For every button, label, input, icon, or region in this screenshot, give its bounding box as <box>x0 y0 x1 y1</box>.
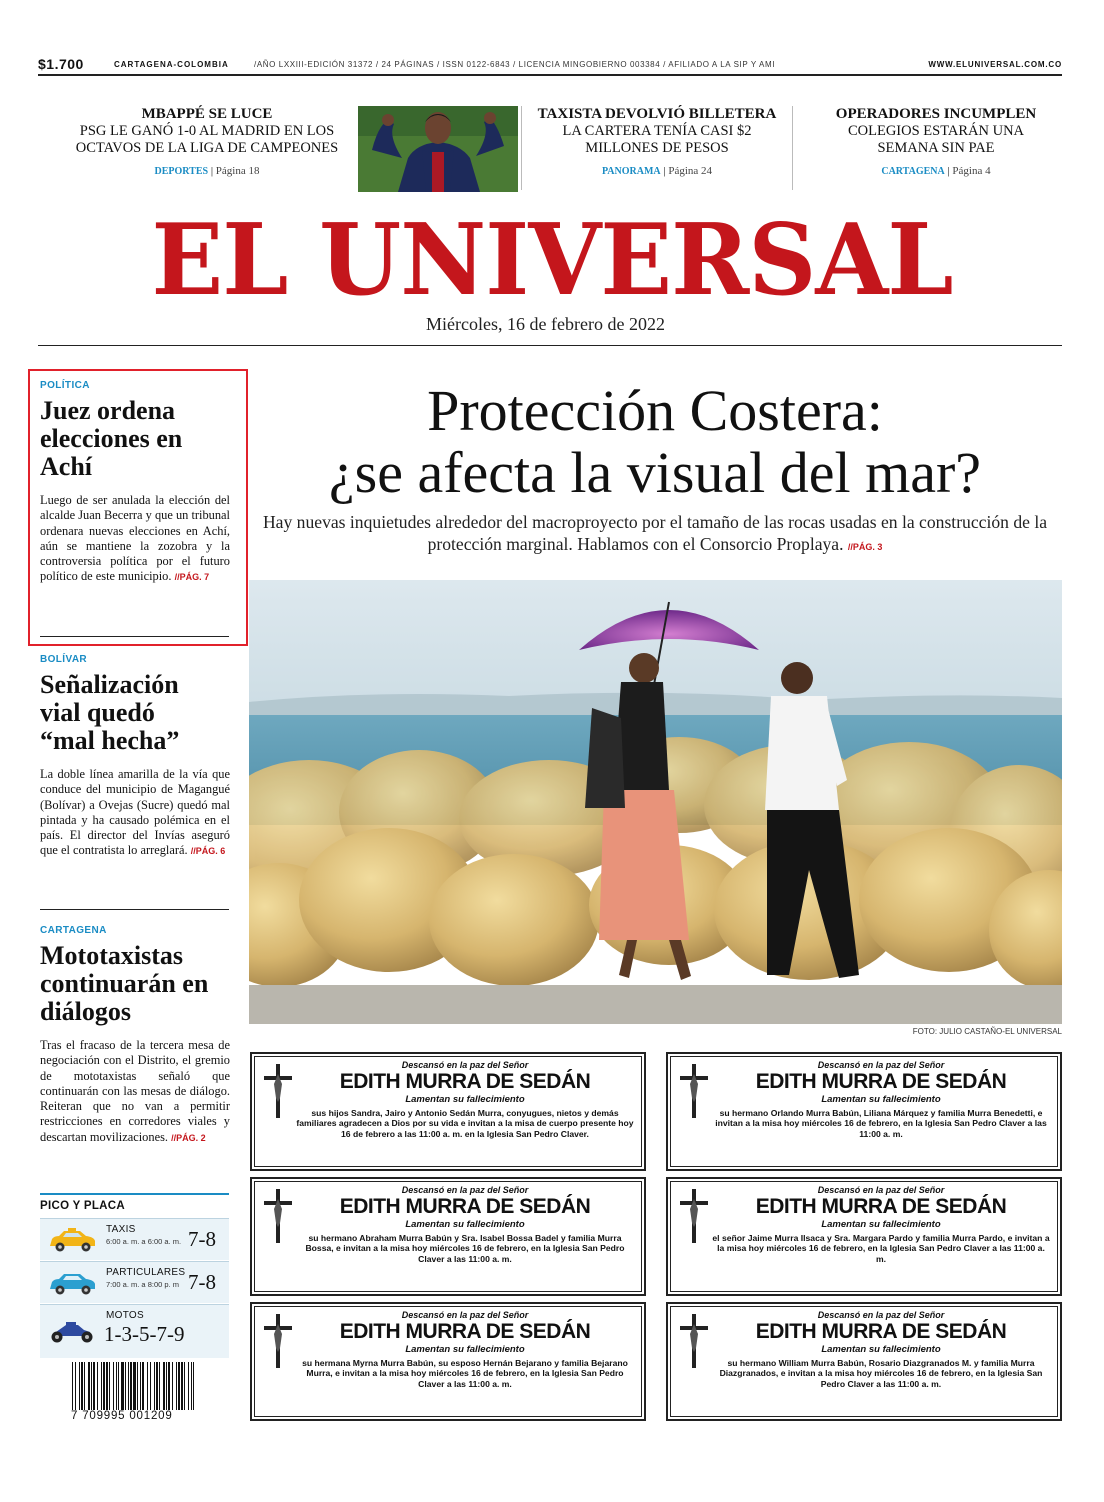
obituary-name: EDITH MURRA DE SEDÁN <box>755 1195 1007 1218</box>
website-link[interactable]: WWW.ELUNIVERSAL.COM.CO <box>928 60 1062 69</box>
barcode-bar <box>142 1362 144 1412</box>
restriction-hours: 7:00 a. m. a 8:00 p. m <box>106 1280 179 1289</box>
crucifix-icon <box>260 1062 296 1120</box>
barcode-bar <box>133 1362 136 1412</box>
barcode-bar <box>97 1362 98 1412</box>
obituary-preface: Descansó en la paz del Señor <box>817 1310 945 1320</box>
teaser-subtitle: MILLONES DE PESOS <box>585 140 729 156</box>
teaser-section: DEPORTES <box>154 166 209 177</box>
barcode-bar <box>166 1362 167 1412</box>
photo-credit: FOTO: JULIO CASTAÑO-EL UNIVERSAL <box>912 1027 1062 1036</box>
barcode-bar <box>121 1362 124 1412</box>
barcode-bar <box>101 1362 102 1412</box>
column-divider <box>792 106 793 190</box>
newspaper-masthead: EL UNIVERSAL <box>151 203 953 318</box>
page-ref[interactable]: //PÁG. 6 <box>190 846 226 857</box>
barcode-bar <box>91 1362 92 1412</box>
teaser-subtitle: SEMANA SIN PAE <box>877 140 995 156</box>
barcode-bar <box>178 1362 180 1412</box>
story-body <box>40 493 230 586</box>
obituary-message: sus hijos Sandra, Jairo y Antonio Sedán Murra, conyugues, nietos y demás familiares agradecen a Dios por su vida e invitan a la misa de cuerpo presente hoy 16 de febrero a las 11:00 a. m. en la Iglesia San Pedro Claver. <box>296 1108 634 1139</box>
vehicle-type: TAXIS <box>106 1224 136 1235</box>
story-text: Luego de ser anulada la elección del alcalde Juan Becerra y que un tribunal ordenara nuevas elecciones en Achí, aún se mantiene la zozobra y la controversia política por el futuro político de este municipio. <box>40 493 230 584</box>
barcode-bar <box>88 1362 90 1412</box>
page-ref[interactable]: //PÁG. 2 <box>171 1132 206 1143</box>
story-text: La doble línea amarilla de la vía que conduce del municipio de Magangué (Bolívar) a Ovejas (Sucre) quedó mal pintada y ha causado polémica en el país. El director del Invías aseguró que el contratista lo arreglará. <box>40 767 230 858</box>
barcode-bar <box>125 1362 126 1412</box>
story-divider <box>40 636 229 637</box>
publication-date: Miércoles, 16 de febrero de 2022 <box>426 314 665 334</box>
story-headline: Señalización vial quedó “mal hecha” <box>40 670 180 755</box>
teaser-subtitle: COLEGIOS ESTARÁN UNA <box>847 123 1025 139</box>
obituary-notice[interactable] <box>666 1177 1062 1296</box>
crucifix-icon <box>676 1062 712 1120</box>
page-ref[interactable]: //PÁG. 7 <box>174 572 210 583</box>
barcode-bar <box>81 1362 83 1412</box>
crucifix-icon <box>676 1312 712 1370</box>
teaser-panorama[interactable]: TAXISTA DEVOLVIÓ BILLETERA LA CARTERA TENÍA CASI $2 MILLONES DE PESOS PANORAMA | Página 24 <box>526 106 788 177</box>
teaser-page: Página 18 <box>215 165 260 177</box>
obituary-lament: Lamentan su fallecimiento <box>821 1094 941 1105</box>
pico-placa-motos <box>40 1304 229 1358</box>
obituary-message: su hermano Abraham Murra Babún y Sra. Isabel Bossa Badel y familia Murra Bossa, e invitan a la misa hoy miércoles 16 de febrero, en la Iglesia San Pedro Claver a las 11:00 a. m. <box>305 1233 625 1264</box>
obituary-notice[interactable] <box>666 1052 1062 1171</box>
main-headline[interactable] <box>250 380 1060 504</box>
barcode-bar <box>103 1362 105 1412</box>
barcode-bar <box>159 1362 160 1412</box>
taxi-icon <box>46 1228 98 1254</box>
obituary-notice[interactable] <box>250 1052 646 1171</box>
crucifix-icon <box>676 1187 712 1245</box>
barcode-bar <box>156 1362 158 1412</box>
story-headline: Mototaxistas continuarán en diálogos <box>40 941 209 1026</box>
barcode-bar <box>109 1362 110 1412</box>
edition-info: /AÑO LXXIII-EDICIÓN 31372 / 24 PÁGINAS / ISSN 0122-6843 / LICENCIA MINGOBIERNO 003384 / AFILIADO A LA SIP Y AMI <box>254 60 776 69</box>
restricted-digits: 7-8 <box>188 1227 216 1251</box>
pico-placa-particulares <box>40 1261 229 1303</box>
teaser-section: CARTAGENA <box>881 166 945 177</box>
barcode-bar <box>75 1362 76 1412</box>
story-cartagena[interactable] <box>40 925 230 1146</box>
restricted-digits: 7-8 <box>188 1270 216 1294</box>
teaser-subtitle: OCTAVOS DE LA LIGA DE CAMPEONES <box>75 140 339 156</box>
main-photo[interactable] <box>249 580 1062 1024</box>
obituary-message: el señor Jaime Murra Ilsaca y Sra. Margara Pardo y familia Murra Pardo, e invitan a la misa hoy miércoles 16 de febrero, en la Iglesia San Pedro Claver a las 11:00 a. m. <box>712 1233 1050 1264</box>
obituary-message: su hermano Orlando Murra Babún, Liliana Márquez y familia Murra Benedetti, e invitan a la misa hoy miércoles 16 de febrero, en la Iglesia San Pedro Claver a las 11:00 a. m. <box>715 1108 1047 1139</box>
barcode-bar <box>93 1362 95 1412</box>
obituary-preface: Descansó en la paz del Señor <box>401 1310 529 1320</box>
barcode-bar <box>188 1362 189 1412</box>
teaser-title: TAXISTA DEVOLVIÓ BILLETERA <box>537 106 777 122</box>
obituary-lament: Lamentan su fallecimiento <box>405 1344 525 1355</box>
teaser-subtitle: LA CARTERA TENÍA CASI $2 <box>562 123 752 139</box>
barcode-bar <box>72 1362 73 1412</box>
barcode-bar <box>176 1362 177 1412</box>
barcode-bar <box>168 1362 170 1412</box>
obituary-name: EDITH MURRA DE SEDÁN <box>755 1320 1007 1343</box>
obituary-lament: Lamentan su fallecimiento <box>821 1219 941 1230</box>
barcode-bar <box>181 1362 183 1412</box>
obituary-lament: Lamentan su fallecimiento <box>821 1344 941 1355</box>
barcode-bar <box>150 1362 151 1412</box>
crucifix-icon <box>260 1312 296 1370</box>
barcode-bar <box>118 1362 119 1412</box>
top-info-bar <box>38 56 1062 76</box>
teaser-title: MBAPPÉ SE LUCE <box>141 106 273 122</box>
car-icon <box>46 1271 98 1297</box>
teaser-subtitle: PSG LE GANÓ 1-0 AL MADRID EN LOS <box>79 123 335 139</box>
masthead-rule <box>38 345 1062 346</box>
restriction-hours: 6:00 a. m. a 6:00 a. m. <box>106 1237 182 1246</box>
story-politica[interactable] <box>40 380 230 586</box>
teaser-page: Página 24 <box>668 165 713 177</box>
obituary-notice[interactable] <box>250 1177 646 1296</box>
barcode-bar <box>79 1362 80 1412</box>
barcode-bar <box>163 1362 165 1412</box>
barcode-bar <box>106 1362 108 1412</box>
city: CARTAGENA-COLOMBIA <box>114 60 229 69</box>
obituary-message: su hermana Myrna Murra Babún, su esposo Hernán Bejarano y familia Bejarano Murra, e invitan a la misa hoy miércoles 16 de febrero, en la Iglesia San Pedro Claver a las 11:00 a. m. <box>302 1358 628 1389</box>
teaser-page: Página 4 <box>952 165 991 177</box>
obituary-preface: Descansó en la paz del Señor <box>817 1060 945 1070</box>
obituary-name: EDITH MURRA DE SEDÁN <box>755 1070 1007 1093</box>
barcode-bar <box>130 1362 132 1412</box>
section-label: BOLÍVAR <box>40 654 88 665</box>
obituary-notice[interactable] <box>250 1302 646 1421</box>
barcode-bar <box>147 1362 148 1412</box>
barcode-bar <box>154 1362 155 1412</box>
barcode-number: 7 709995 001209 <box>71 1410 199 1422</box>
teaser-section: PANORAMA <box>601 166 661 177</box>
barcode-bar <box>191 1362 192 1412</box>
pico-placa-title: PICO Y PLACA <box>40 1200 125 1212</box>
obituary-lament: Lamentan su fallecimiento <box>405 1219 525 1230</box>
pico-placa-rule <box>40 1193 229 1195</box>
barcode-bar <box>84 1362 85 1412</box>
main-headline-line: Protección Costera: <box>427 378 883 443</box>
teaser-title: OPERADORES INCUMPLEN <box>835 106 1037 122</box>
obituary-message: su hermano William Murra Babún, Rosario Diazgranados M. y familia Murra Diazgranados, e invitan a la misa hoy miércoles 16 de febrero, en la Iglesia San Pedro Claver a las 11:00 a. m. <box>719 1358 1043 1389</box>
teaser-cartagena[interactable]: OPERADORES INCUMPLEN COLEGIOS ESTARÁN UNA SEMANA SIN PAE CARTAGENA | Página 4 <box>798 106 1074 177</box>
obituary-name: EDITH MURRA DE SEDÁN <box>339 1320 591 1343</box>
barcode-bar <box>137 1362 138 1412</box>
obituary-preface: Descansó en la paz del Señor <box>401 1060 529 1070</box>
pico-placa-taxis <box>40 1218 229 1260</box>
barcode-bar <box>116 1362 117 1412</box>
vehicle-type: PARTICULARES <box>106 1267 186 1278</box>
page-ref[interactable]: //PÁG. 3 <box>847 542 883 552</box>
obituary-preface: Descansó en la paz del Señor <box>401 1185 529 1195</box>
obituary-name: EDITH MURRA DE SEDÁN <box>339 1195 591 1218</box>
column-divider <box>521 106 522 190</box>
crucifix-icon <box>260 1187 296 1245</box>
barcode-bar <box>193 1362 194 1412</box>
obituary-preface: Descansó en la paz del Señor <box>817 1185 945 1195</box>
story-body <box>40 1038 230 1146</box>
section-label: CARTAGENA <box>40 925 107 936</box>
barcode-bar <box>128 1362 129 1412</box>
barcode-bar <box>140 1362 141 1412</box>
obituary-notice[interactable] <box>666 1302 1062 1421</box>
teaser-photo-mbappe[interactable] <box>358 106 518 192</box>
price: $1.700 <box>38 56 84 72</box>
barcode-bar <box>172 1362 173 1412</box>
story-body <box>40 767 230 860</box>
vehicle-type: MOTOS <box>106 1310 144 1321</box>
barcode-bar <box>184 1362 185 1412</box>
restricted-digits: 1-3-5-7-9 <box>104 1322 185 1346</box>
teaser-sports[interactable]: MBAPPÉ SE LUCE PSG LE GANÓ 1-0 AL MADRID EN LOS OCTAVOS DE LA LIGA DE CAMPEONES DEPORTES | Página 18 <box>62 106 352 177</box>
story-headline: Juez ordena elecciones en Achí <box>40 396 183 481</box>
obituary-name: EDITH MURRA DE SEDÁN <box>339 1070 591 1093</box>
barcode-bar <box>113 1362 114 1412</box>
main-headline-line: ¿se afecta la visual del mar? <box>328 440 982 505</box>
motorcycle-icon <box>46 1318 98 1344</box>
story-bolivar[interactable] <box>40 654 230 860</box>
main-deck-text: Hay nuevas inquietudes alrededor del macroproyecto por el tamaño de las rocas usadas en la construcción de la protección marginal. Hablamos con el Consorcio Proplaya. <box>262 512 1048 554</box>
story-text: Tras el fracaso de la tercera mesa de negociación con el Distrito, el gremio de mototaxistas señaló que continuarán con las mesas de diálogo. Reiteran que no van a permitir restricciones en corredores viales y descartan movilizaciones. <box>40 1038 230 1144</box>
obituary-lament: Lamentan su fallecimiento <box>405 1094 525 1105</box>
section-label: POLÍTICA <box>40 380 90 391</box>
story-divider <box>40 909 229 910</box>
main-deck <box>250 511 1060 558</box>
